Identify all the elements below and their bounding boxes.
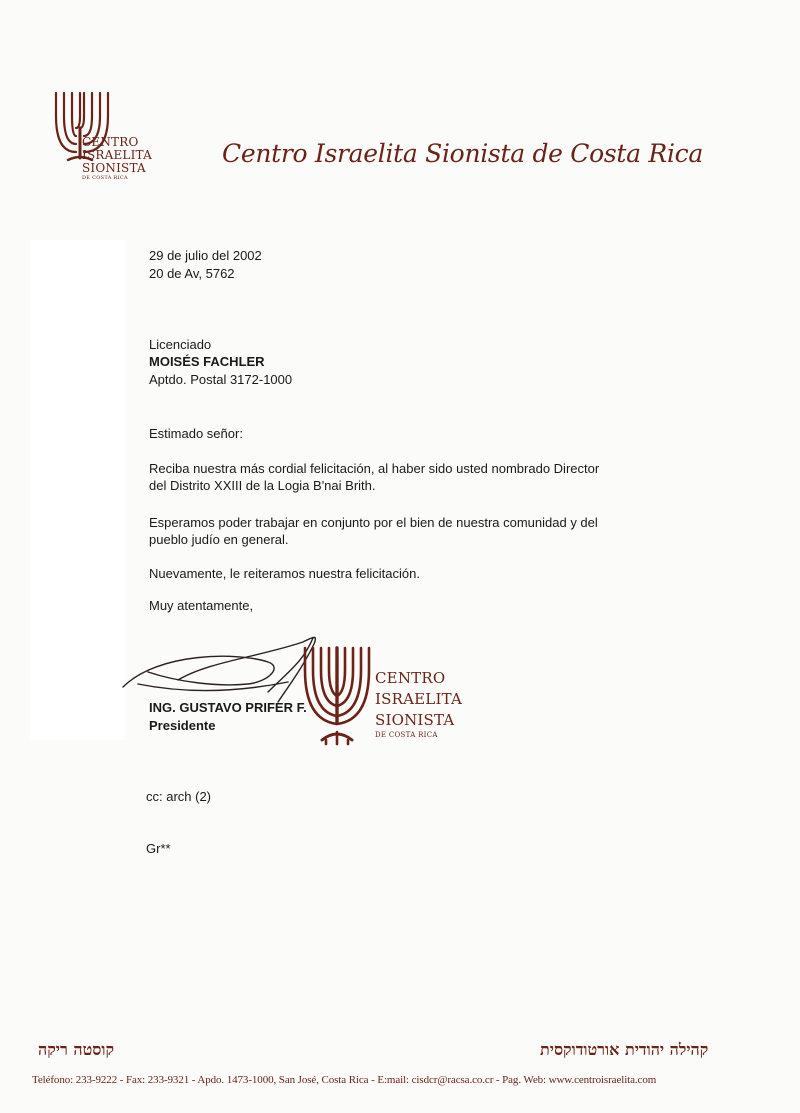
recipient-name: MOISÉS FACHLER [149, 354, 265, 369]
stamp-small-line: DE COSTA RICA [375, 731, 438, 739]
signer-name: ING. GUSTAVO PRIFER F. [149, 700, 307, 715]
redaction-block [30, 240, 125, 740]
salutation: Estimado señor: [149, 426, 243, 441]
stamp-line: CENTRO [375, 669, 446, 687]
stamp-wordmark [375, 668, 462, 740]
organization-title: Centro Israelita Sionista de Costa Rica [222, 139, 703, 168]
logo-line: CENTRO [82, 135, 139, 149]
stamp-line: SIONISTA [375, 711, 455, 729]
closing: Muy atentamente, [149, 598, 254, 613]
menorah-stamp-icon [296, 640, 378, 750]
paragraph-3: Nuevamente, le reiteramos nuestra felicitación. [149, 566, 420, 581]
logo-line: SIONISTA [82, 161, 146, 175]
logo-wordmark [82, 136, 152, 181]
date-hebrew: 20 de Av, 5762 [149, 266, 235, 281]
logo-line: ISRAELITA [82, 148, 152, 162]
paragraph-2-line: pueblo judío en general. [149, 532, 289, 547]
paragraph-1-line: del Distrito XXIII de la Logia B'nai Brith. [149, 478, 376, 493]
initials: Gr** [146, 841, 171, 856]
footer-hebrew-right: קהילה יהודית אורטודוקסית [540, 1040, 709, 1059]
signer-role: Presidente [149, 718, 216, 733]
logo-small-line: DE COSTA RICA [82, 175, 128, 181]
stamp-line: ISRAELITA [375, 690, 462, 708]
footer-hebrew-left: קוסטה ריקה [38, 1040, 115, 1059]
paragraph-2-line: Esperamos poder trabajar en conjunto por el bien de nuestra comunidad y del [149, 515, 598, 530]
cc-line: cc: arch (2) [146, 789, 212, 804]
date-gregorian: 29 de julio del 2002 [149, 248, 262, 263]
recipient-address: Aptdo. Postal 3172-1000 [149, 372, 293, 387]
footer-contact: Teléfono: 233-9222 - Fax: 233-9321 - Apdo. 1473-1000, San José, Costa Rica - E:mail: cisdcr@racsa.co.cr - Pag. Web: www.centroisraelita.com [32, 1074, 657, 1086]
paragraph-1-line: Reciba nuestra más cordial felicitación, al haber sido usted nombrado Director [149, 461, 600, 476]
recipient-title: Licenciado [149, 337, 212, 352]
